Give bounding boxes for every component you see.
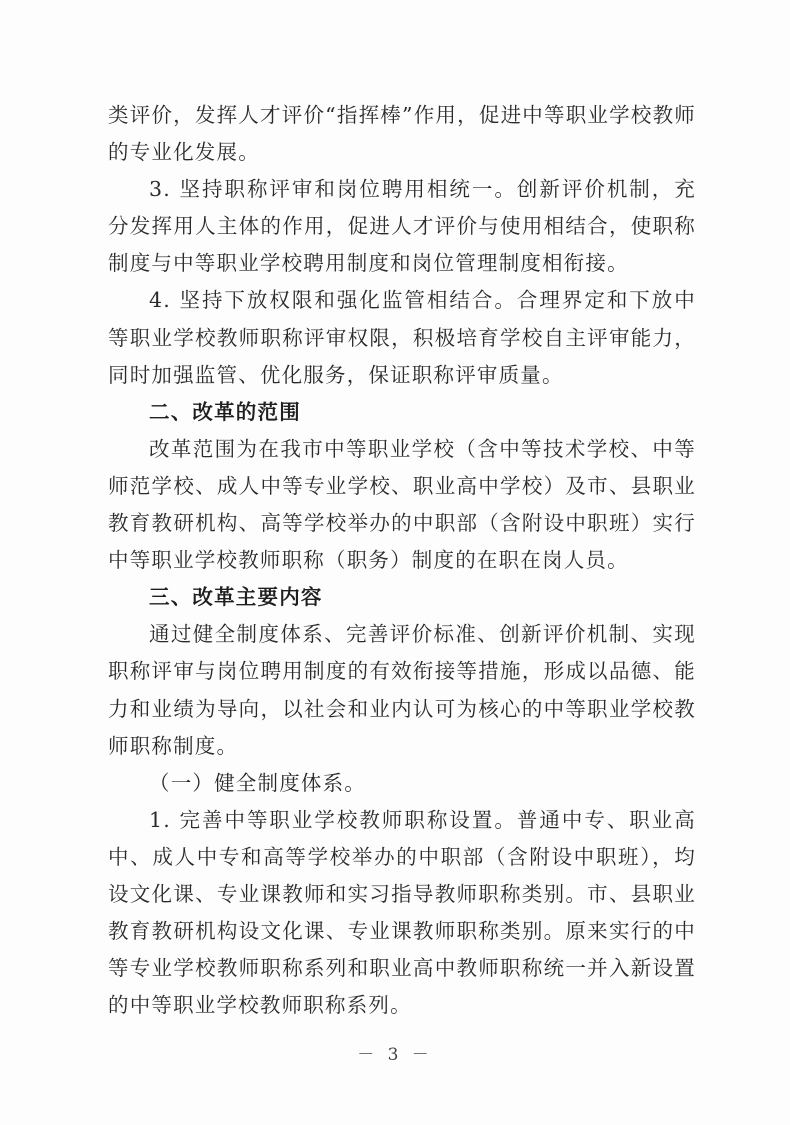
section-heading-main-content: 三、改革主要内容 <box>149 585 323 610</box>
paragraph-principle-3: 3. 坚持职称评审和岗位聘用相统一。创新评价机制，充分发挥用人主体的作用，促进人才评价与使用相结合，使职称制度与中等职业学校聘用制度和岗位管理制度相衔接。 <box>108 177 696 276</box>
section-heading-scope: 二、改革的范围 <box>149 399 301 424</box>
paragraph-principle-4: 4. 坚持下放权限和强化监管相结合。合理界定和下放中等职业学校教师职称评审权限，积极培育学校自主评审能力，同时加强监管、优化服务，保证职称评审质量。 <box>108 288 696 387</box>
paragraph-continuation: 类评价，发挥人才评价“指挥棒”作用，促进中等职业学校教师的专业化发展。 <box>108 103 696 165</box>
paragraph-scope: 改革范围为在我市中等职业学校（含中等技术学校、中等师范学校、成人中等专业学校、职业高中学校）及市、县职业教育教研机构、高等学校举办的中职部（含附设中职班）实行中等职业学校教师职称（职务）制度的在职在岗人员。 <box>108 436 696 573</box>
page-number: － 3 － <box>357 1045 433 1065</box>
paragraph-title-setting: 1. 完善中等职业学校教师职称设置。普通中专、职业高中、成人中专和高等学校举办的中职部（含附设中职班），均设文化课、专业课教师和实习指导教师职称类别。市、县职业教育教研机构设文化课、专业课教师职称类别。原来实行的中等专业学校教师职称系列和职业高中教师职称统一并入新设置的中等职业学校教师职称系列。 <box>108 807 696 1018</box>
paragraph-main-content: 通过健全制度体系、完善评价标准、创新评价机制、实现职称评审与岗位聘用制度的有效衔接等措施，形成以品德、能力和业绩为导向，以社会和业内认可为核心的中等职业学校教师职称制度。 <box>108 622 696 758</box>
document-body <box>108 97 696 1024</box>
subsection-heading-system: （一）健全制度体系。 <box>149 770 366 795</box>
